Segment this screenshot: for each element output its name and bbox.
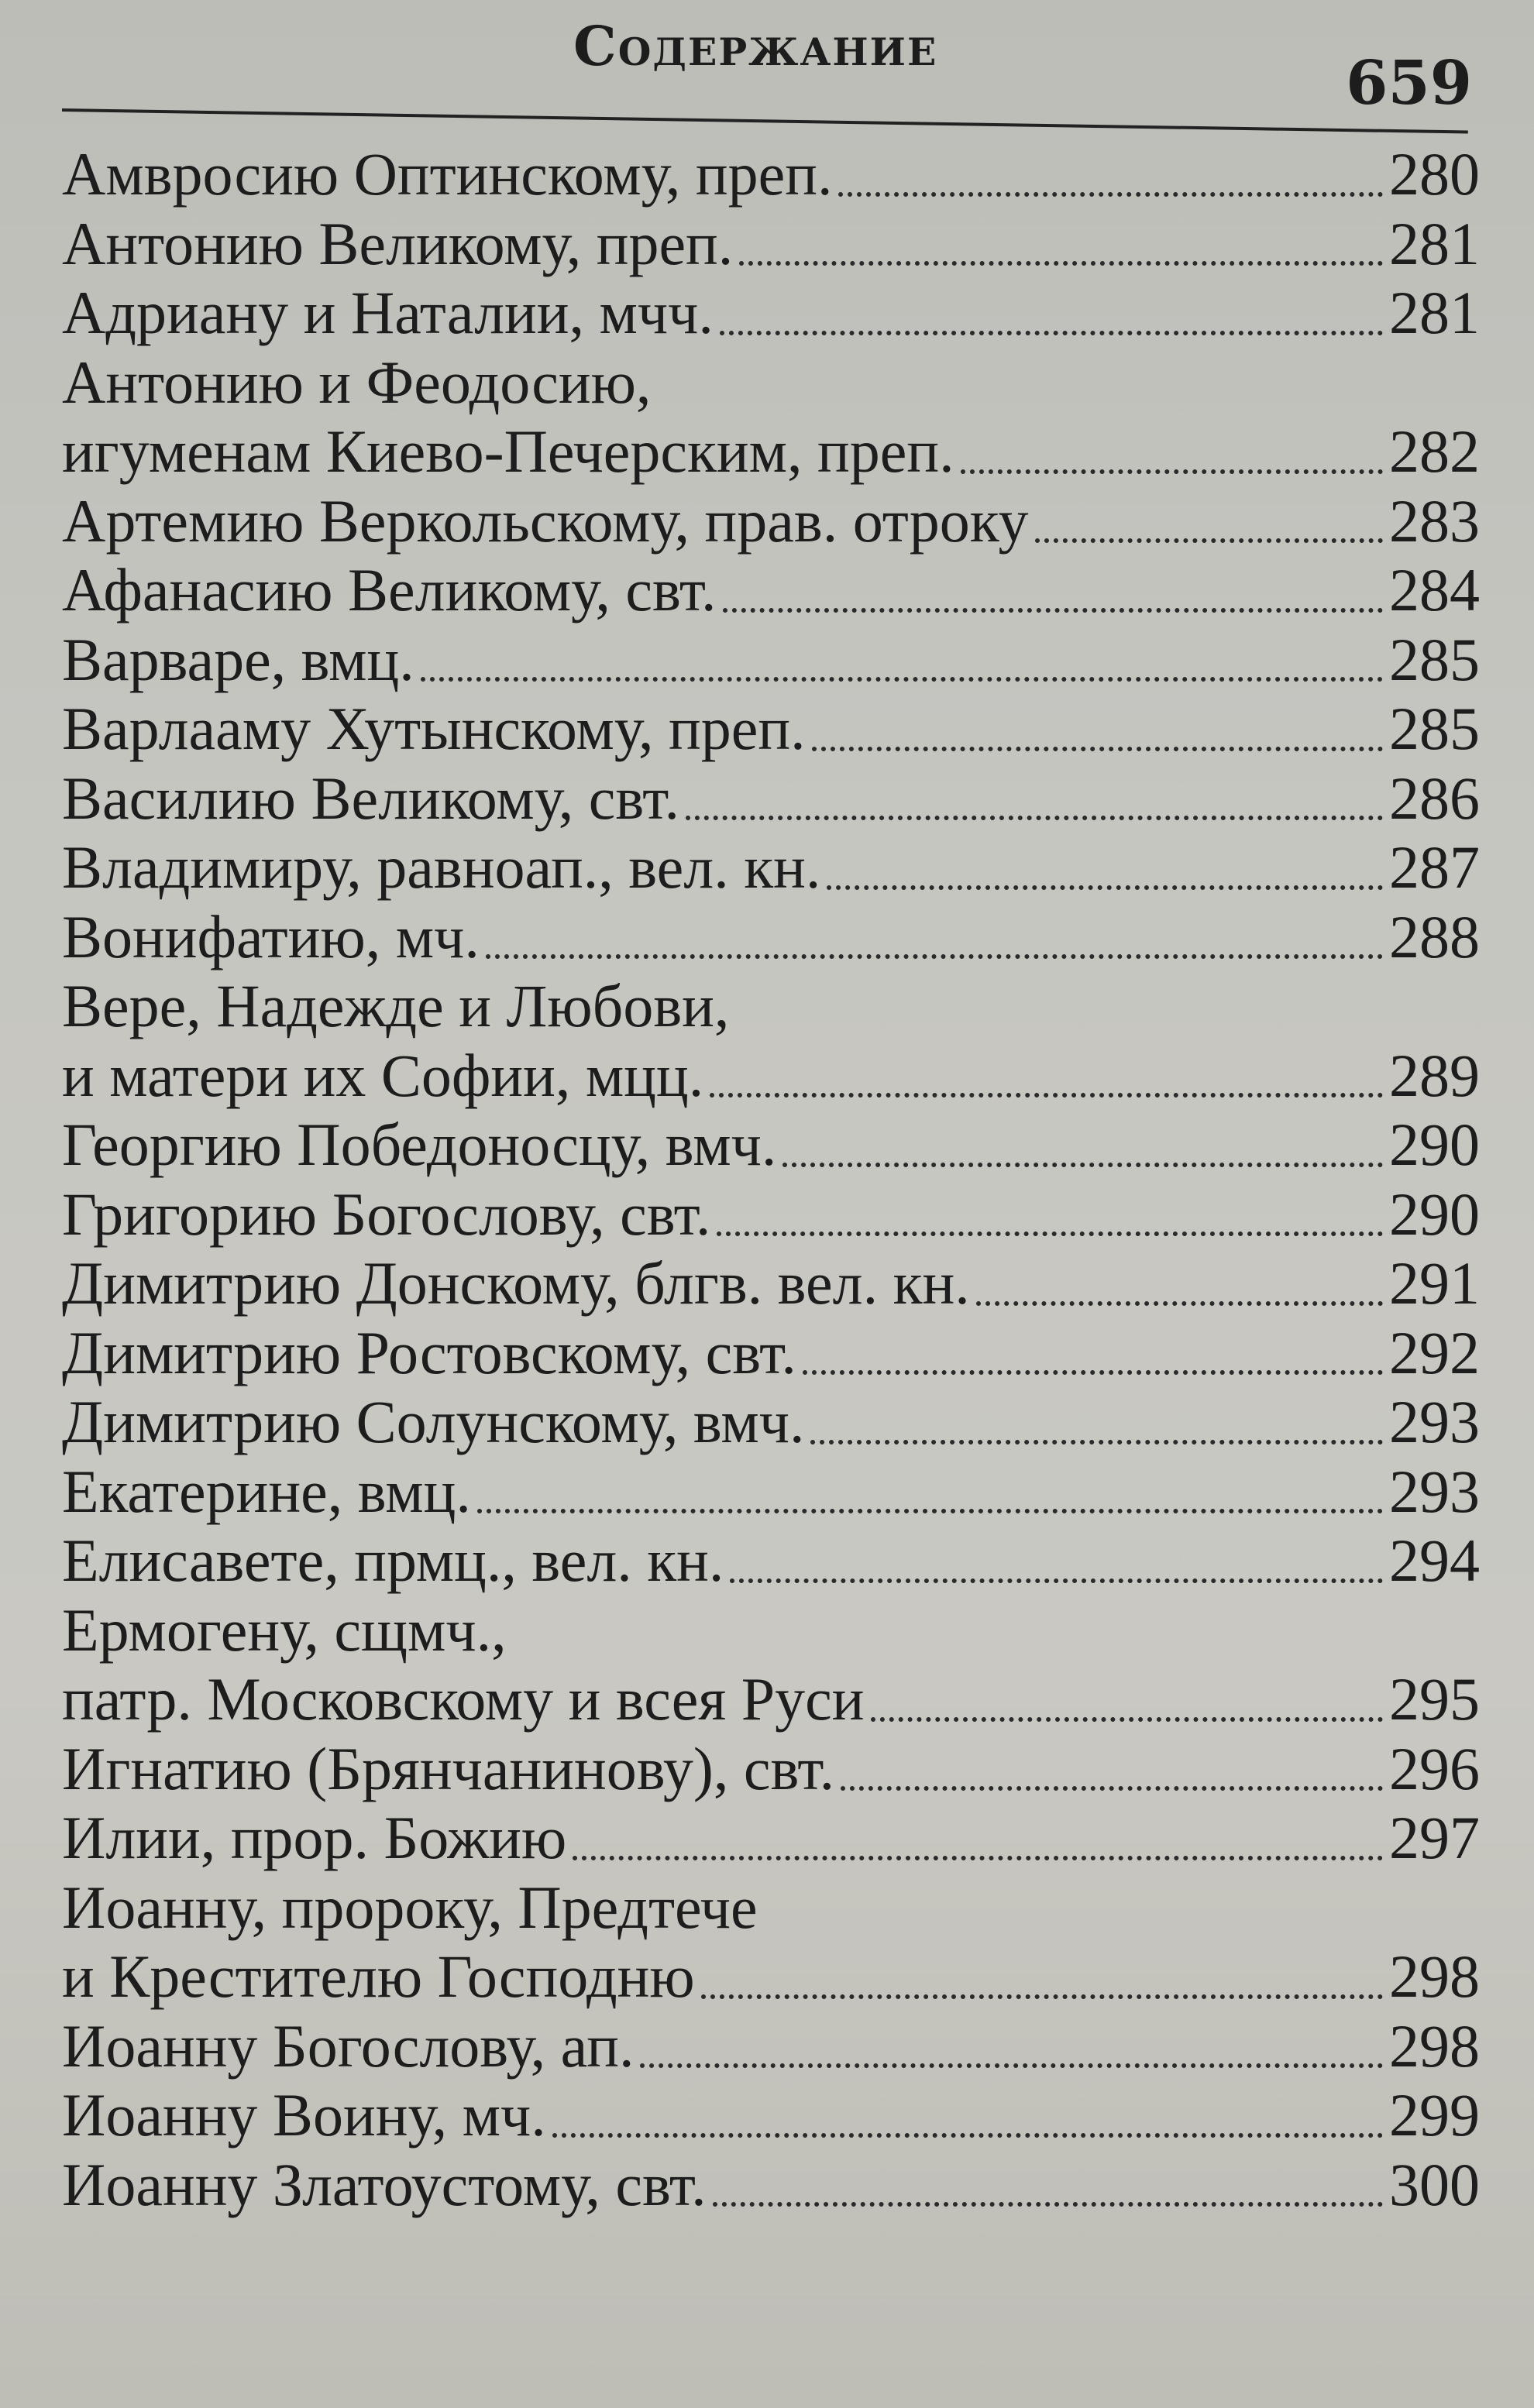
toc-entry-line [62,139,1480,209]
dot-leader [976,1301,1383,1306]
dot-leader [573,1856,1383,1860]
toc-entry-line [62,1942,1480,2011]
dot-leader [961,469,1383,474]
page-number: 659 [1346,48,1472,119]
dot-leader [710,1093,1383,1098]
toc-entry [62,694,1480,764]
toc-entry-page: 293 [1389,1388,1480,1455]
toc-entry-title: Димитрию Ростовскому, свт. [62,1318,796,1386]
toc-entry [62,1318,1480,1388]
toc-entry-line [62,694,1480,764]
toc-entry-line [62,348,1480,417]
dot-leader [640,2063,1383,2068]
toc-entry [62,902,1480,972]
toc-entry-line [62,209,1480,279]
toc-entry-line [62,1803,1480,1873]
toc-entry [62,2150,1480,2220]
toc-entry-title: Елисавете, прмц., вел. кн. [62,1527,724,1594]
toc-entry-page: 281 [1389,209,1480,277]
toc-entry-line [62,1664,1480,1734]
toc-entry-page: 295 [1389,1665,1480,1733]
toc-entry [62,1457,1480,1527]
toc-entry-page: 281 [1389,279,1480,346]
toc-entry [62,1873,1480,2011]
toc-entry [62,2011,1480,2081]
toc-entry-title: Димитрию Солунскому, вмч. [62,1388,805,1455]
toc-entry-line [62,1734,1480,1804]
toc-entry [62,555,1480,625]
toc-entry-title: Игнатию (Брянчанинову), свт. [62,1734,835,1802]
toc-entry-page: 283 [1389,486,1480,555]
toc-entry-title: Антонию Великому, преп. [62,209,734,277]
dot-leader [812,747,1383,751]
toc-entry [62,833,1480,902]
toc-entry [62,139,1480,209]
toc-entry [62,1803,1480,1873]
table-of-contents [62,139,1480,2219]
toc-entry-line [62,278,1480,348]
toc-entry-page: 300 [1389,2150,1480,2218]
toc-entry-title: Владимиру, равноап., вел. кн. [62,833,821,901]
dot-leader [477,1509,1383,1513]
toc-entry-page: 294 [1389,1527,1480,1594]
toc-entry-line [62,1526,1480,1596]
dot-leader [841,1786,1383,1791]
toc-entry-line [62,2150,1480,2220]
dot-leader [730,1578,1383,1583]
toc-entry-line [62,1318,1480,1388]
toc-entry-title: и матери их Софии, мцц. [62,1041,704,1109]
dot-leader [782,1163,1383,1167]
toc-entry-title: Иоанну Златоустому, свт. [62,2150,707,2218]
toc-entry-page: 280 [1389,140,1480,208]
toc-entry-title: Артемию Веркольскому, прав. отроку [62,486,1029,555]
dot-leader [810,1440,1383,1444]
toc-entry-title: Иоанну Богослову, ап. [62,2011,635,2080]
toc-entry-title: Варлааму Хутынскому, преп. [62,695,806,762]
dot-leader [686,816,1383,820]
toc-entry [62,1387,1480,1457]
toc-entry-page: 285 [1389,695,1480,762]
toc-entry-title: и Крестителю Господню [62,1943,695,2010]
toc-entry-title: Варваре, вмц. [62,625,414,693]
toc-entry-line [62,2080,1480,2150]
dot-leader [552,2133,1383,2138]
toc-entry-title: Антонию и Феодосию, [62,348,652,416]
toc-entry-line [62,1873,1480,1943]
running-head: Содержание [573,14,938,78]
toc-entry-title: Ермогену, сщмч., [62,1596,507,1664]
toc-entry-line [62,971,1480,1041]
toc-entry-page: 296 [1389,1734,1480,1802]
toc-entry [62,1596,1480,1734]
dot-leader [421,677,1383,682]
toc-entry-line [62,486,1480,556]
toc-entry [62,209,1480,279]
dot-leader [486,954,1383,959]
page-header [0,0,1534,132]
toc-entry-line [62,1110,1480,1180]
toc-entry-page: 292 [1389,1318,1480,1386]
toc-entry [62,971,1480,1110]
dot-leader [701,1994,1383,1999]
toc-entry-line [62,1457,1480,1527]
toc-entry-line [62,555,1480,625]
dot-leader [827,885,1383,890]
toc-entry-title: Григорию Богослову, свт. [62,1180,711,1248]
toc-entry-line [62,902,1480,972]
toc-entry [62,1180,1480,1249]
toc-entry-title: игуменам Киево-Печерским, преп. [62,417,954,485]
toc-entry-title: Иоанну, пророку, Предтече [62,1873,758,1941]
toc-entry [62,625,1480,695]
dot-leader [871,1717,1383,1722]
dot-leader [720,331,1383,335]
toc-entry-line [62,1249,1480,1318]
toc-entry-page: 282 [1389,417,1480,485]
toc-entry [62,1249,1480,1318]
dot-leader [717,1231,1383,1236]
toc-entry-line [62,764,1480,833]
toc-entry-page: 288 [1389,902,1480,970]
toc-entry [62,764,1480,833]
toc-entry-page: 299 [1389,2081,1480,2149]
dot-leader [803,1370,1383,1375]
toc-entry [62,348,1480,486]
toc-entry-page: 290 [1389,1111,1480,1178]
toc-entry-title: Вере, Надежде и Любови, [62,972,730,1039]
toc-entry [62,1526,1480,1596]
dot-leader [713,2202,1383,2207]
toc-entry [62,1110,1480,1180]
toc-entry [62,278,1480,348]
toc-entry-title: Афанасию Великому, свт. [62,556,717,623]
dot-leader [1035,538,1383,543]
header-rule [62,108,1468,134]
toc-entry-title: Екатерине, вмц. [62,1457,471,1525]
toc-entry-page: 291 [1389,1249,1480,1317]
toc-entry-line [62,833,1480,902]
dot-leader [739,261,1383,266]
toc-entry-line [62,1387,1480,1457]
toc-entry [62,486,1480,556]
toc-entry-page: 297 [1389,1804,1480,1871]
toc-entry-line [62,1596,1480,1665]
toc-entry-page: 286 [1389,764,1480,832]
toc-entry [62,2080,1480,2150]
dot-leader [838,192,1383,197]
toc-entry-line [62,625,1480,695]
toc-entry-page: 287 [1389,833,1480,901]
toc-entry-page: 289 [1389,1041,1480,1109]
toc-entry-title: Адриану и Наталии, мчч. [62,279,714,346]
toc-entry-title: Амвросию Оптинскому, преп. [62,140,833,208]
toc-entry-page: 298 [1389,1943,1480,2010]
toc-entry-page: 290 [1389,1180,1480,1248]
dot-leader [723,608,1383,613]
toc-entry-line [62,2011,1480,2081]
toc-entry-title: патр. Московскому и всея Руси [62,1665,865,1733]
toc-entry-title: Димитрию Донскому, блгв. вел. кн. [62,1249,970,1317]
toc-entry [62,1734,1480,1804]
toc-entry-line [62,417,1480,486]
toc-entry-line [62,1041,1480,1111]
toc-entry-page: 293 [1389,1457,1480,1525]
toc-entry-title: Иоанну Воину, мч. [62,2081,546,2149]
toc-entry-line [62,1180,1480,1249]
toc-entry-page: 298 [1389,2011,1480,2080]
toc-entry-page: 284 [1389,556,1480,623]
toc-entry-title: Василию Великому, свт. [62,764,679,832]
toc-entry-title: Илии, прор. Божию [62,1804,567,1871]
toc-entry-title: Георгию Победоносцу, вмч. [62,1111,777,1178]
toc-entry-title: Вонифатию, мч. [62,902,480,970]
toc-entry-page: 285 [1389,625,1480,693]
